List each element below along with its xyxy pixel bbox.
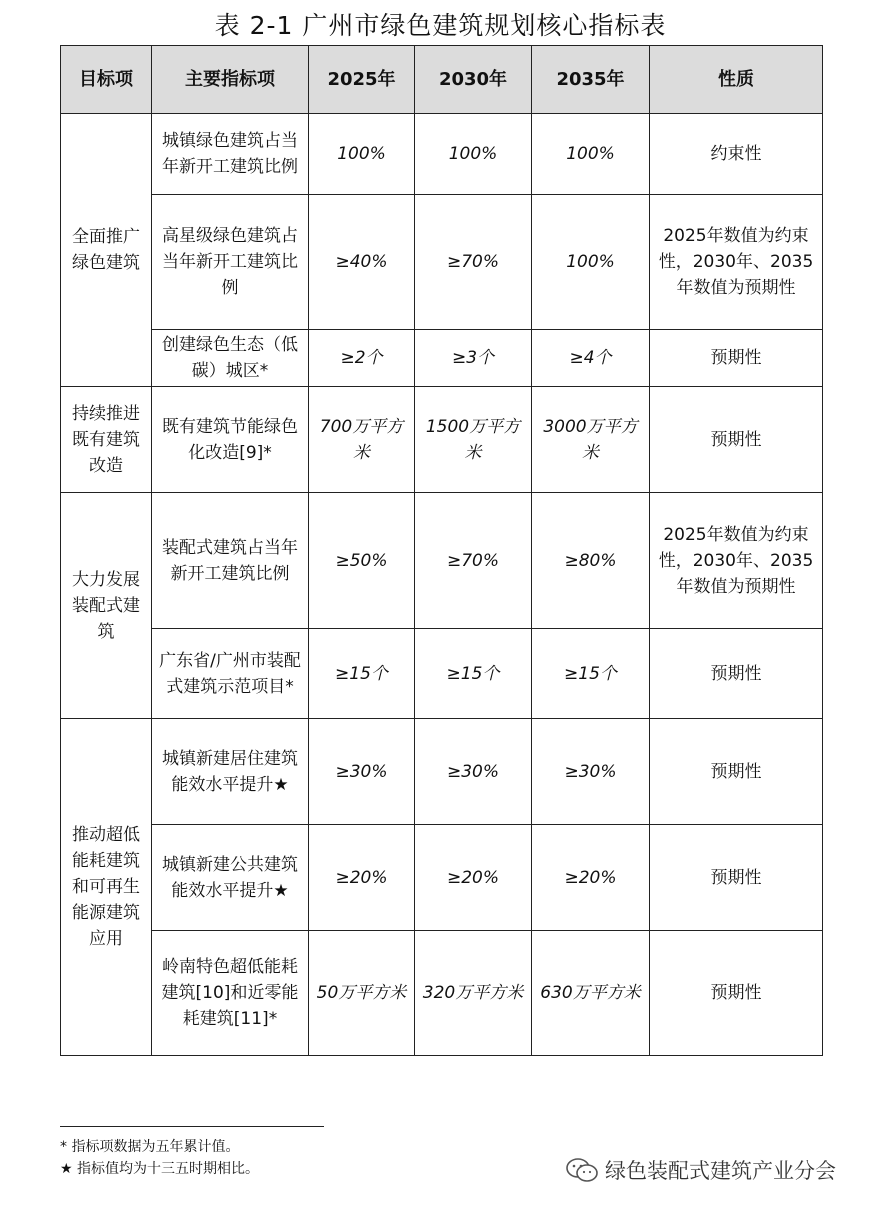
indicator-cell: 装配式建筑占当年新开工建筑比例: [152, 493, 309, 629]
value-2025: ≥30%: [309, 719, 415, 825]
nature-cell: 预期性: [650, 931, 823, 1056]
value-2025: ≥15个: [309, 629, 415, 719]
value-2025: 700万平方米: [309, 387, 415, 493]
indicator-cell: 既有建筑节能绿色化改造[9]*: [152, 387, 309, 493]
value-2035: 100%: [532, 114, 650, 195]
table-title: 表 2-1 广州市绿色建筑规划核心指标表: [214, 11, 667, 40]
goal-cell: 推动超低能耗建筑和可再生能源建筑应用: [61, 719, 152, 1056]
indicator-table: [60, 45, 823, 1056]
value-2035: ≥15个: [532, 629, 650, 719]
indicator-cell: 创建绿色生态（低碳）城区*: [152, 330, 309, 387]
watermark: [565, 1155, 836, 1185]
footnote-comparison: ★ 指标值均为十三五时期相比。: [60, 1161, 260, 1177]
value-2035: ≥4个: [532, 330, 650, 387]
value-2030: 100%: [415, 114, 532, 195]
value-2025: ≥20%: [309, 825, 415, 931]
watermark-text: 绿色装配式建筑产业分会: [605, 1159, 836, 1183]
table-row: [61, 825, 823, 931]
nature-cell: 预期性: [650, 825, 823, 931]
value-2030: ≥3个: [415, 330, 532, 387]
nature-cell: 预期性: [650, 719, 823, 825]
table-row: [61, 493, 823, 629]
value-2025: 50万平方米: [309, 931, 415, 1056]
footnote-divider: [60, 1126, 324, 1127]
nature-cell: 预期性: [650, 387, 823, 493]
value-2035: 3000万平方米: [532, 387, 650, 493]
header-2035: 2035年: [532, 46, 650, 114]
value-2030: ≥20%: [415, 825, 532, 931]
value-2035: ≥20%: [532, 825, 650, 931]
goal-cell: 持续推进既有建筑改造: [61, 387, 152, 493]
table-row: [61, 719, 823, 825]
value-2030: 1500万平方米: [415, 387, 532, 493]
goal-cell: 全面推广绿色建筑: [61, 114, 152, 387]
indicator-cell: 广东省/广州市装配式建筑示范项目*: [152, 629, 309, 719]
nature-cell: 2025年数值为约束性，2030年、2035年数值为预期性: [650, 493, 823, 629]
value-2025: 100%: [309, 114, 415, 195]
nature-cell: 2025年数值为约束性，2030年、2035年数值为预期性: [650, 195, 823, 330]
table-row: [61, 387, 823, 493]
value-2035: 630万平方米: [532, 931, 650, 1056]
header-indicator: 主要指标项: [152, 46, 309, 114]
footnotes: [60, 1136, 259, 1180]
indicator-cell: 高星级绿色建筑占当年新开工建筑比例: [152, 195, 309, 330]
value-2025: ≥40%: [309, 195, 415, 330]
value-2025: ≥2个: [309, 330, 415, 387]
header-row: [61, 46, 823, 114]
table-row: [61, 629, 823, 719]
footnote-cumulative: * 指标项数据为五年累计值。: [60, 1139, 240, 1155]
nature-cell: 约束性: [650, 114, 823, 195]
table-row: [61, 330, 823, 387]
header-2025: 2025年: [309, 46, 415, 114]
indicator-cell: 城镇新建居住建筑能效水平提升★: [152, 719, 309, 825]
table-row: [61, 114, 823, 195]
value-2035: ≥80%: [532, 493, 650, 629]
goal-cell: 大力发展装配式建筑: [61, 493, 152, 719]
value-2030: ≥70%: [415, 493, 532, 629]
nature-cell: 预期性: [650, 629, 823, 719]
indicator-cell: 岭南特色超低能耗建筑[10]和近零能耗建筑[11]*: [152, 931, 309, 1056]
value-2035: ≥30%: [532, 719, 650, 825]
header-2030: 2030年: [415, 46, 532, 114]
wechat-icon: [565, 1157, 599, 1183]
value-2030: ≥30%: [415, 719, 532, 825]
value-2030: 320万平方米: [415, 931, 532, 1056]
value-2030: ≥15个: [415, 629, 532, 719]
header-nature: 性质: [650, 46, 823, 114]
value-2030: ≥70%: [415, 195, 532, 330]
table-row: [61, 195, 823, 330]
nature-cell: 预期性: [650, 330, 823, 387]
value-2035: 100%: [532, 195, 650, 330]
header-goal: 目标项: [61, 46, 152, 114]
indicator-cell: 城镇新建公共建筑能效水平提升★: [152, 825, 309, 931]
table-row: [61, 931, 823, 1056]
indicator-cell: 城镇绿色建筑占当年新开工建筑比例: [152, 114, 309, 195]
value-2025: ≥50%: [309, 493, 415, 629]
